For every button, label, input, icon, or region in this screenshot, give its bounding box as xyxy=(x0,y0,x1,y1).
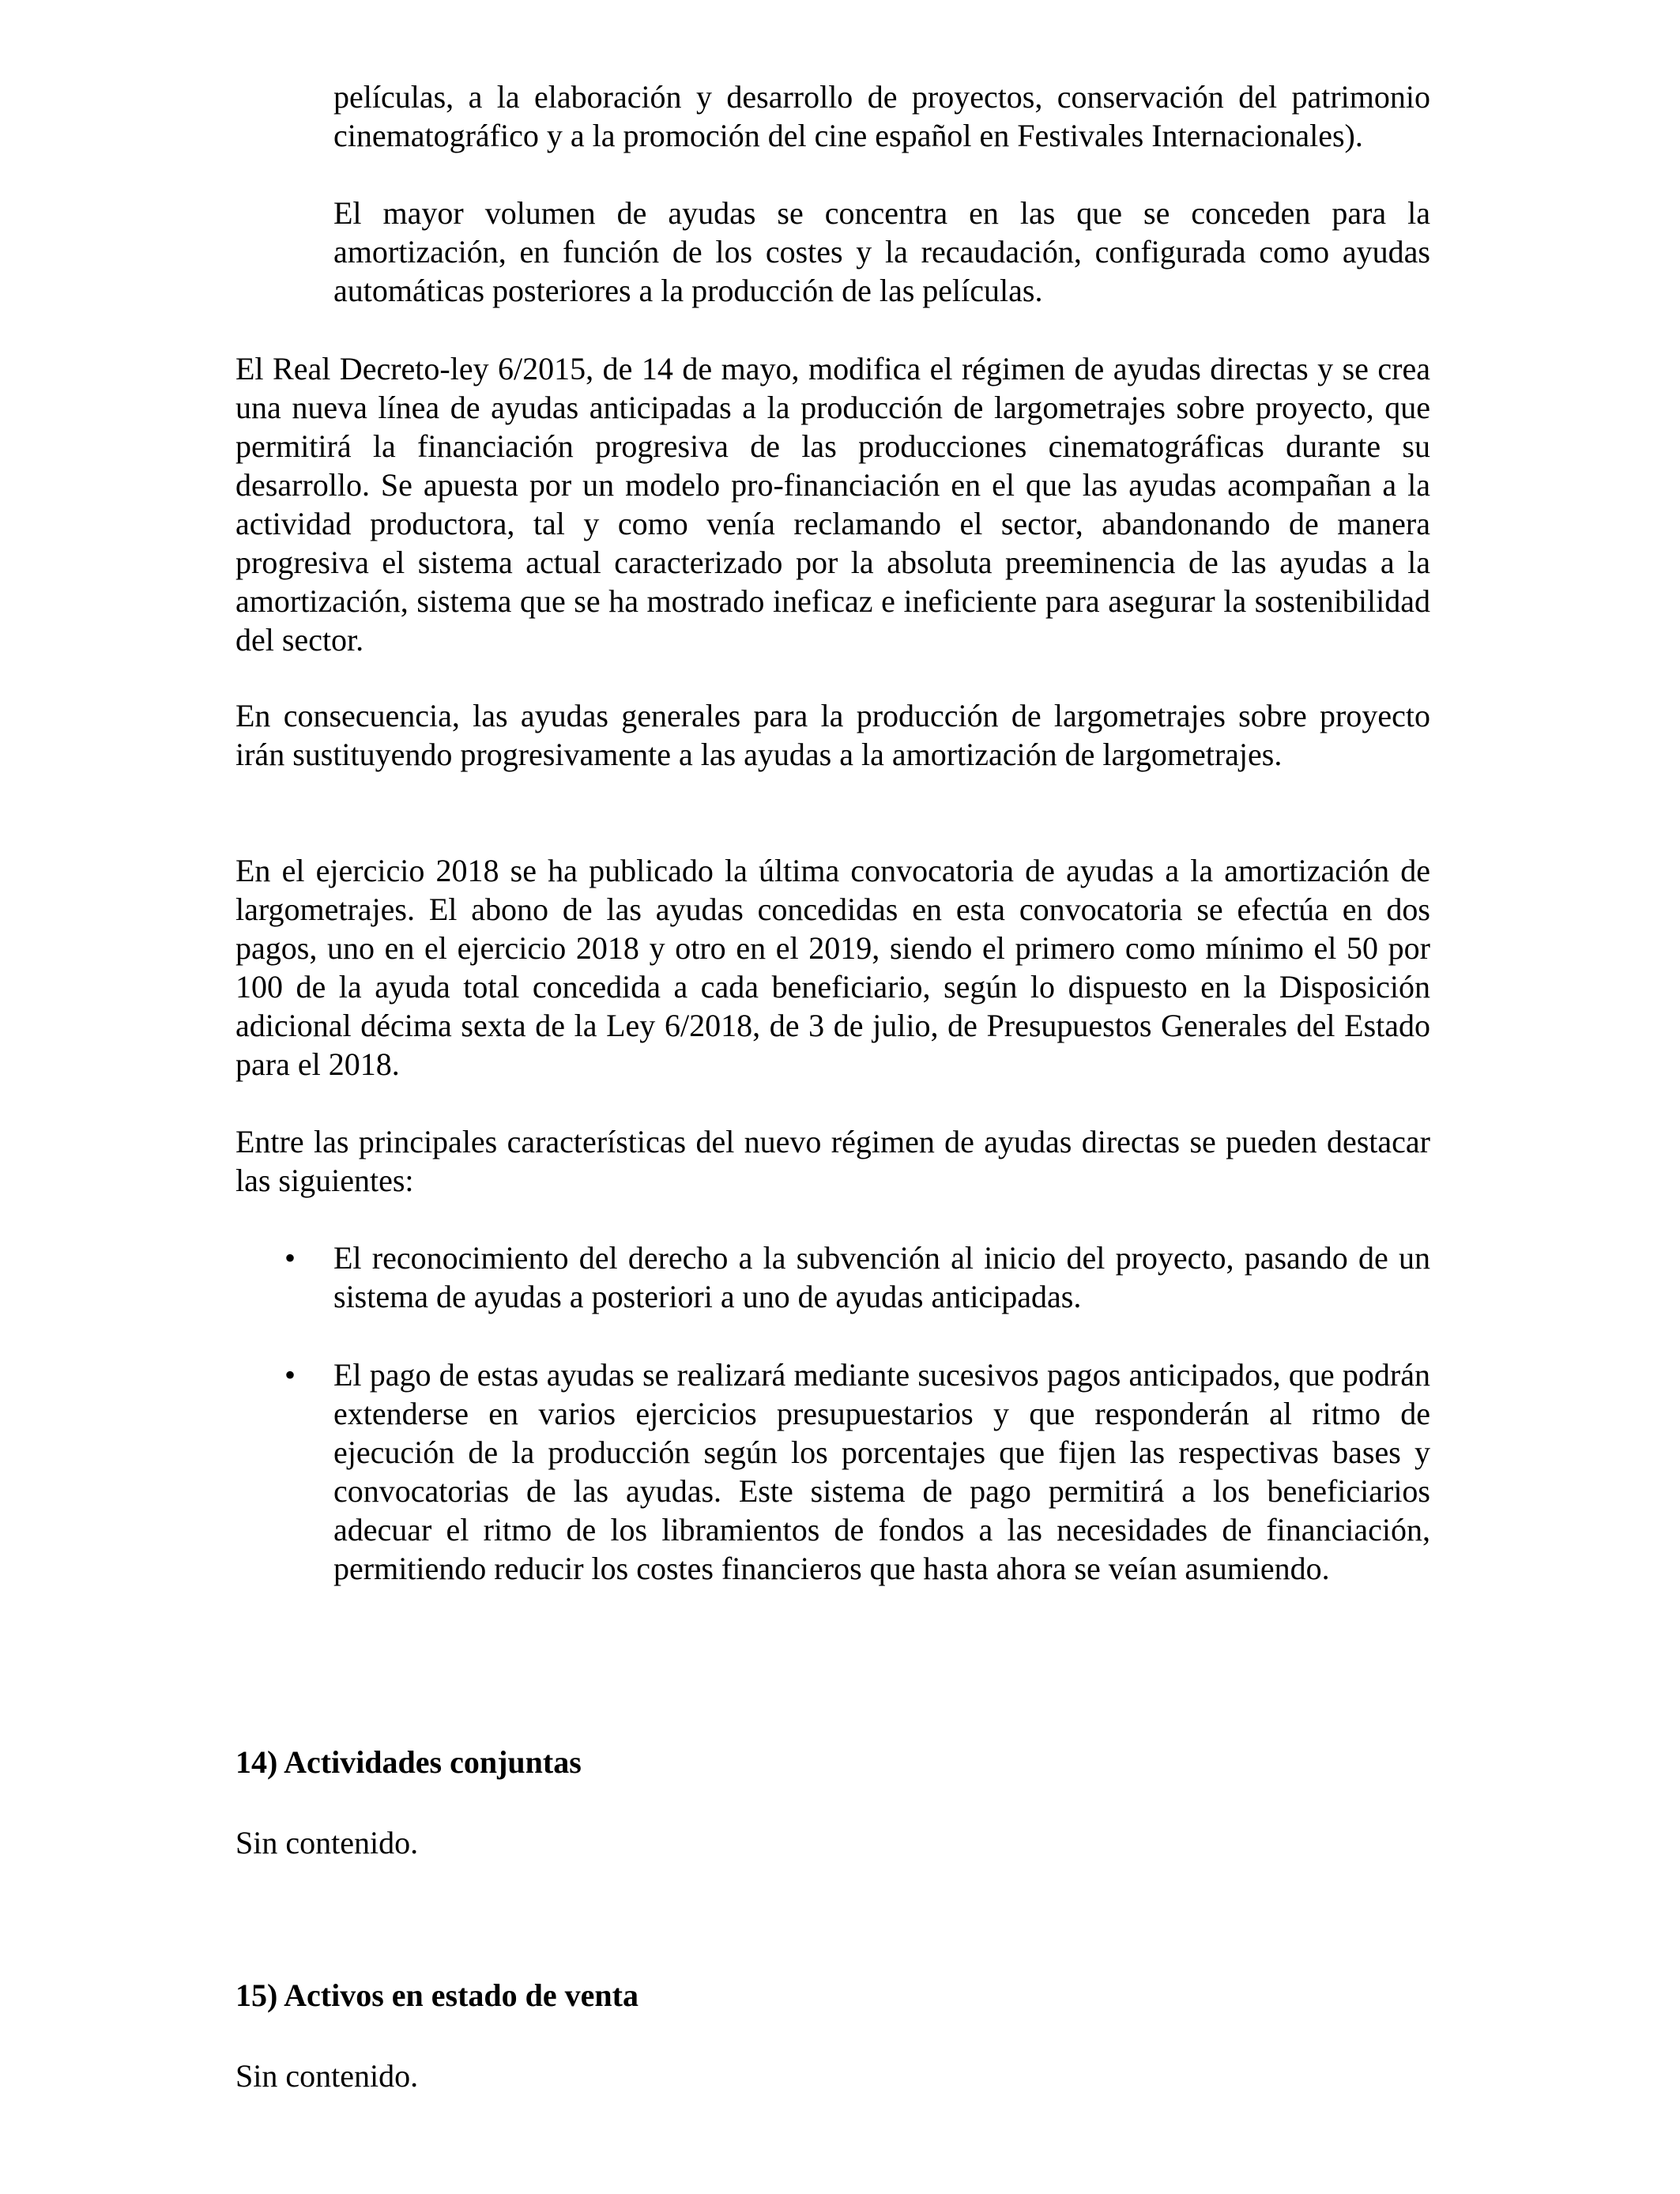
paragraph-real-decreto: El Real Decreto-ley 6/2015, de 14 de mayo, modifica el régimen de ayudas directas y se crea una nueva línea de ayudas anticipadas a la producción de largometrajes sobre proyecto, que permitirá la financiación progresiva de las producciones cinematográficas durante su desarrollo. Se apuesta por un modelo pro-financiación en el que las ayudas acompañan a la actividad productora, tal y como venía reclamando el sector, abandonando de manera progresiva el sistema actual caracterizado por la absoluta preeminencia de las ayudas a la amortización, sistema que se ha mostrado ineficaz e ineficiente para asegurar la sostenibilidad del sector. xyxy=(235,351,1430,658)
bullet-item: El reconocimiento del derecho a la subvención al inicio del proyecto, pasando de un sistema de ayudas a posteriori a uno de ayudas anticipadas. xyxy=(333,1240,1430,1314)
paragraph-ejercicio-2018: En el ejercicio 2018 se ha publicado la última convocatoria de ayudas a la amortización de largometrajes. El abono de las ayudas concedidas en esta convocatoria se efectúa en dos pagos, uno en el ejercicio 2018 y otro en el 2019, siendo el primero como mínimo el 50 por 100 de la ayuda total concedida a cada beneficiario, según lo dispuesto en la Disposición adicional décima sexta de la Ley 6/2018, de 3 de julio, de Presupuestos Generales del Estado para el 2018. xyxy=(235,853,1430,1082)
section-heading-activos-en-venta: 15) Activos en estado de venta xyxy=(235,1977,638,2013)
bullet-marker: • xyxy=(284,1357,296,1393)
section-content: Sin contenido. xyxy=(235,2058,419,2094)
intro-paragraph-2: El mayor volumen de ayudas se concentra en las que se conceden para la amortización, en función de los costes y la recaudación, configurada como ayudas automáticas posteriores a la producción de las películas. xyxy=(333,195,1430,308)
intro-paragraph-1: películas, a la elaboración y desarrollo de proyectos, conservación del patrimonio cinematográfico y a la promoción del cine español en Festivales Internacionales). xyxy=(333,79,1430,153)
paragraph-caracteristicas: Entre las principales características del nuevo régimen de ayudas directas se pueden destacar las siguientes: xyxy=(235,1124,1430,1198)
bullet-marker: • xyxy=(284,1240,296,1276)
section-content: Sin contenido. xyxy=(235,1825,419,1860)
paragraph-consecuencia: En consecuencia, las ayudas generales para la producción de largometrajes sobre proyecto irán sustituyendo progresivamente a las ayudas a la amortización de largometrajes. xyxy=(235,698,1430,772)
section-heading-actividades-conjuntas: 14) Actividades conjuntas xyxy=(235,1744,582,1780)
bullet-item: El pago de estas ayudas se realizará mediante sucesivos pagos anticipados, que podrán extenderse en varios ejercicios presupuestarios y que responderán al ritmo de ejecución de la producción según los porcentajes que fijen las respectivas bases y convocatorias de las ayudas. Este sistema de pago permitirá a los beneficiarios adecuar el ritmo de los libramientos de fondos a las necesidades de financiación, permitiendo reducir los costes financieros que hasta ahora se veían asumiendo. xyxy=(333,1357,1430,1586)
